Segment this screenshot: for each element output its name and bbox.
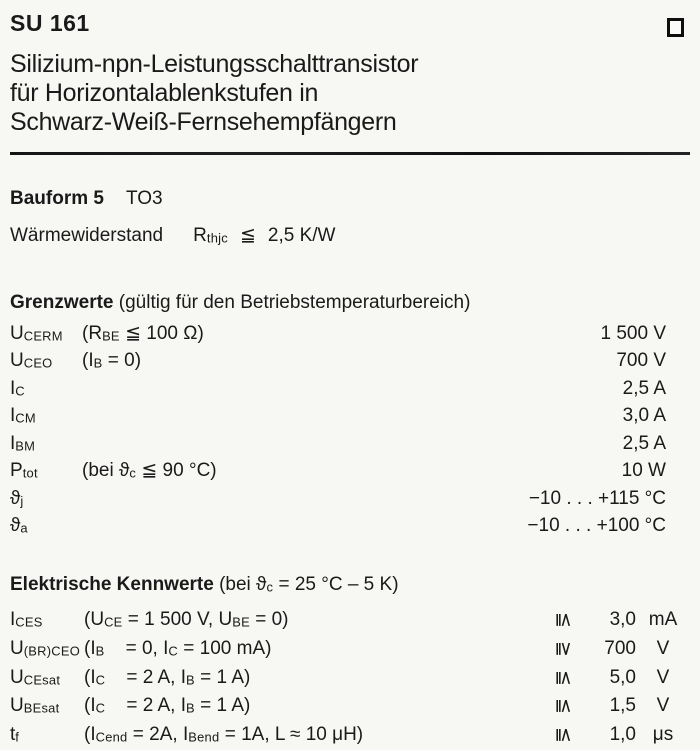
relation-symbol: ≦ — [552, 726, 574, 743]
limit-value: 5,0 — [609, 666, 636, 688]
kennwerte-title: Elektrische Kennwerte — [10, 573, 214, 595]
thermal-label: Wärmewiderstand — [10, 225, 164, 246]
parameter-symbol: U(BR)CEO — [10, 638, 81, 660]
unit-label: V — [656, 666, 670, 688]
grenzwerte-row — [10, 513, 690, 541]
divider-rule — [10, 152, 690, 155]
description-line: Schwarz-Weiß-Fernsehempfängern — [10, 108, 397, 136]
corner-square-icon — [667, 18, 684, 37]
package-label: Bauform 5 — [10, 188, 104, 209]
package-line — [10, 186, 690, 211]
thermal-resistance-line — [10, 223, 690, 251]
parameter-symbol: Ptot — [10, 460, 38, 482]
parameter-symbol: UCEsat — [10, 666, 61, 688]
unit-label: V — [656, 638, 670, 660]
package-value: TO3 — [125, 188, 163, 209]
limit-value: 700 V — [616, 350, 666, 372]
limit-value: 2,5 A — [622, 377, 666, 399]
parameter-symbol: UCERM — [10, 322, 63, 344]
test-condition: (IB = 0) — [82, 350, 142, 372]
kennwerte-heading — [10, 572, 690, 600]
test-condition: (UCE = 1 500 V, UBE = 0) — [84, 609, 289, 631]
limit-value: 1,0 — [609, 723, 636, 745]
grenzwerte-title: Grenzwerte — [10, 291, 114, 313]
description-line: für Horizontalablenkstufen in — [10, 79, 319, 107]
unit-label: V — [656, 695, 670, 717]
parameter-symbol: ϑa — [10, 515, 28, 537]
test-condition: (ICend = 2A, IBend = 1A, L ≈ 10 μH) — [84, 723, 364, 745]
kennwerte-table — [10, 607, 690, 750]
grenzwerte-row — [10, 486, 690, 514]
less-equal-symbol: ≦ — [239, 225, 256, 246]
limit-value: 3,0 — [609, 609, 636, 631]
limit-value: −10 . . . +100 °C — [527, 515, 666, 537]
limit-value: 3,0 A — [622, 405, 666, 427]
test-condition: (bei ϑc ≦ 90 °C) — [82, 460, 217, 482]
grenzwerte-note: (gültig für den Betriebstemperaturbereich) — [118, 291, 471, 313]
grenzwerte-row — [10, 321, 690, 349]
page-title: SU 161 — [10, 10, 90, 36]
parameter-symbol: ICES — [10, 609, 43, 631]
thermal-value: 2,5 K/W — [267, 225, 336, 246]
grenzwerte-row — [10, 348, 690, 376]
test-condition: (RBE ≦ 100 Ω) — [82, 322, 204, 344]
grenzwerte-table — [10, 321, 690, 541]
limit-value: 1,5 — [609, 695, 636, 717]
device-description — [10, 50, 690, 137]
limit-value: 10 W — [621, 460, 666, 482]
description-line: Silizium-npn-Leistungsschalttransistor — [10, 50, 419, 78]
parameter-symbol: ICM — [10, 405, 36, 427]
limit-value: 2,5 A — [622, 432, 666, 454]
kennwerte-row — [10, 693, 690, 722]
relation-symbol: ≦ — [552, 612, 574, 629]
kennwerte-row — [10, 722, 690, 750]
header — [10, 10, 690, 37]
parameter-symbol: UCEO — [10, 350, 53, 372]
parameter-symbol: IC — [10, 377, 25, 399]
test-condition: (IC = 2 A, IB = 1 A) — [84, 666, 251, 688]
parameter-symbol: IBM — [10, 432, 36, 454]
grenzwerte-heading — [10, 290, 690, 315]
parameter-symbol: ϑj — [10, 487, 24, 509]
grenzwerte-row — [10, 403, 690, 431]
unit-label: mA — [648, 609, 678, 631]
kennwerte-row — [10, 636, 690, 665]
limit-value: 1 500 V — [600, 322, 666, 344]
limit-value: 700 — [604, 638, 636, 660]
relation-symbol: ≦ — [552, 669, 574, 686]
parameter-symbol: tf — [10, 723, 20, 745]
relation-symbol: ≦ — [552, 698, 574, 715]
limit-value: −10 . . . +115 °C — [528, 487, 666, 509]
grenzwerte-row — [10, 431, 690, 459]
kennwerte-note: (bei ϑc = 25 °C – 5 K) — [219, 573, 399, 595]
grenzwerte-row — [10, 376, 690, 404]
test-condition: (IC = 2 A, IB = 1 A) — [84, 695, 251, 717]
kennwerte-row — [10, 665, 690, 694]
thermal-symbol: Rthjc — [193, 225, 228, 246]
relation-symbol: ≧ — [552, 641, 574, 657]
unit-label: μs — [652, 723, 674, 745]
parameter-symbol: UBEsat — [10, 695, 60, 717]
test-condition: (IB = 0, IC = 100 mA) — [84, 638, 272, 660]
grenzwerte-row — [10, 458, 690, 486]
kennwerte-row — [10, 607, 690, 636]
